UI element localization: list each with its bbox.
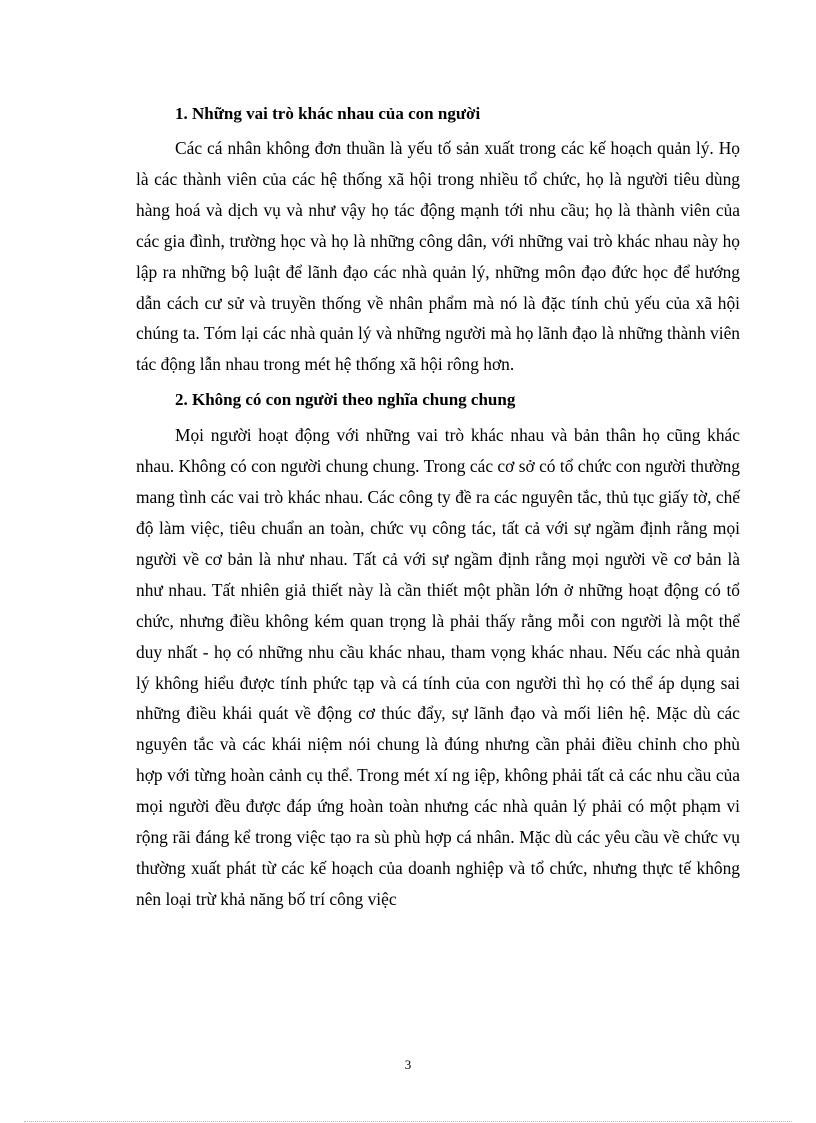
body-paragraph: Các cá nhân không đơn thuần là yếu tố sản xuất trong các kế hoạch quản lý. Họ là các thành viên của các hệ thống xã hội trong nhiều tổ chức, họ là người tiêu dùng hàng hoá và dịch vụ và như vậy họ tác động mạnh tới nhu cầu; họ là thành viên của các gia đình, trường học và họ là những công dân, với những vai trò khác nhau này họ lập ra những bộ luật để lãnh đạo các nhà quản lý, những môn đạo đức học để hướng dẫn cách cư sử và truyền thống về nhân phẩm mà nó là đặc tính chủ yếu của xã hội chúng ta. Tóm lại các nhà quản lý và những người mà họ lãnh đạo là những thành viên tác động lẫn nhau trong mét hệ thống xã hội rông hơn. xyxy=(136,138,740,375)
page-bottom-divider xyxy=(24,1121,792,1122)
body-paragraph: Mọi người hoạt động với những vai trò khác nhau và bản thân họ cũng khác nhau. Không có con người chung chung. Trong các cơ sở có tổ chức con người thường mang tình các vai trò khác nhau. Các công ty đề ra các nguyên tắc, thủ tục giấy tờ, chế độ làm việc, tiêu chuẩn an toàn, chức vụ công tác, tất cả với sự ngầm định rằng mọi người về cơ bản là như nhau. Tất cả với sự ngầm định rằng mọi người về cơ bản là như nhau. Tất nhiên giả thiết này là cần thiết một phần lớn ở những hoạt động có tổ chức, nhưng điều không kém quan trọng là phải thấy rằng mỗi con người là một thể duy nhất - họ có những nhu cầu khác nhau, tham vọng khác nhau. Nếu các nhà quản lý không hiểu được tính phức tạp và cá tính của con người thì họ có thể áp dụng sai những điều khái quát về động cơ thúc đẩy, sự lãnh đạo và mối liên hệ. Mặc dù các nguyên tắc và các khái niệm nói chung là đúng nhưng cần phải điều chỉnh cho phù hợp với từng hoàn cảnh cụ thể. Trong mét xí ng iệp, không phải tất cả các nhu cầu của mọi người đều được đáp ứng hoàn toàn nhưng các nhà quản lý phải có một phạm vi rộng rãi đáng kể trong việc tạo ra sù phù hợp cá nhân. Mặc dù các yêu cầu về chức vụ thường xuất phát từ các kế hoạch của doanh nghiệp và tổ chức, nhưng thực tế không nên loại trừ khả năng bố trí công việc xyxy=(136,425,740,909)
page-content xyxy=(136,98,740,915)
section-heading: 1. Những vai trò khác nhau của con người xyxy=(175,104,481,123)
section-heading: 2. Không có con người theo nghĩa chung chung xyxy=(175,390,516,410)
page-number: 3 xyxy=(404,1057,412,1072)
